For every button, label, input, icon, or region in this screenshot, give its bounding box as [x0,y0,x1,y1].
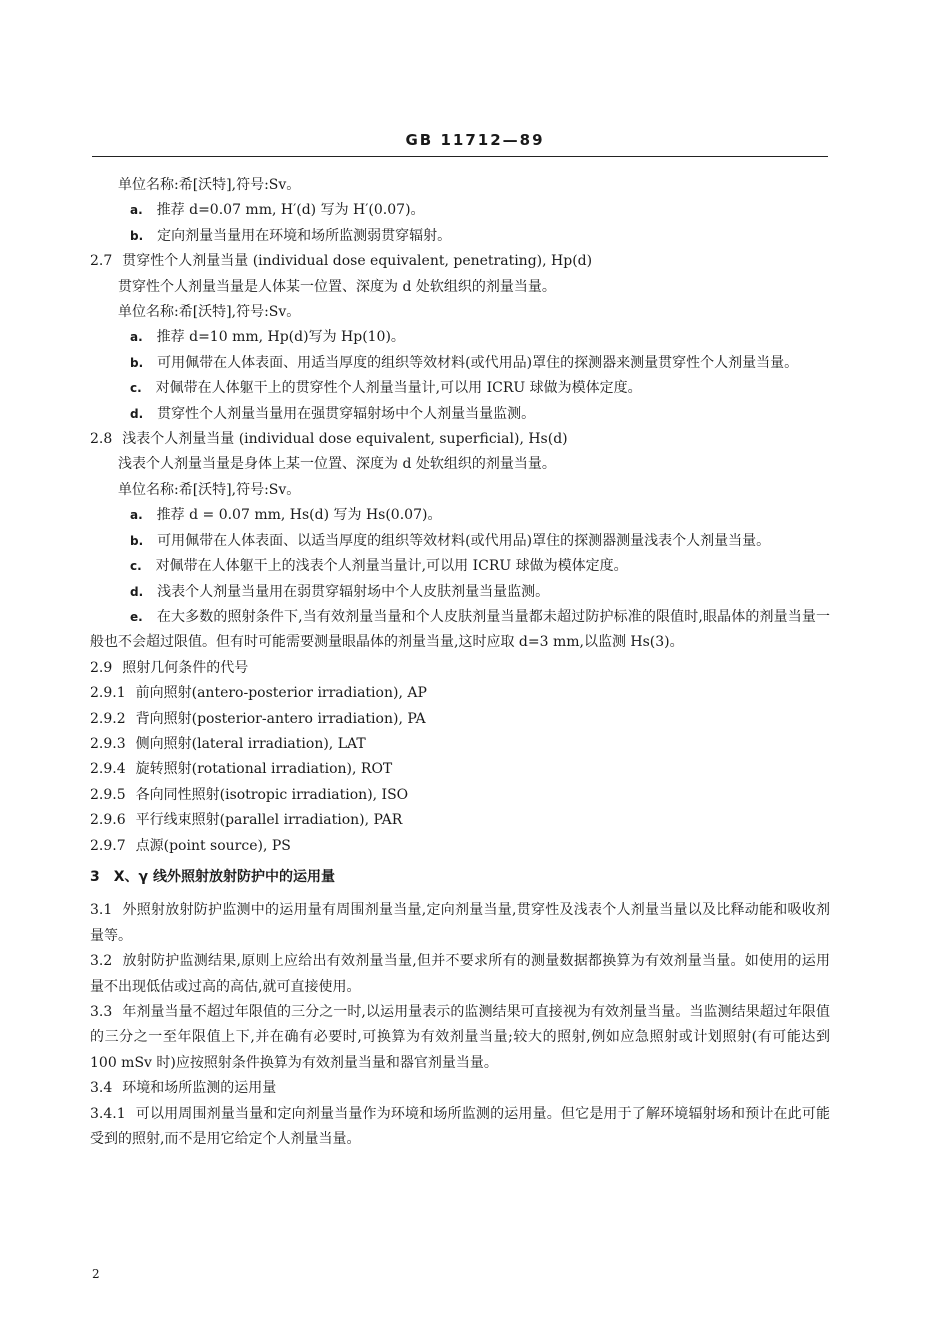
clause-2-9-7: 2.9.7 点源(point source), PS [90,837,291,854]
text-line: 贯穿性个人剂量当量是人体某一位置、深度为 d 处软组织的剂量当量。 [118,278,556,295]
clause-2-9-6: 2.9.6 平行线束照射(parallel irradiation), PAR [90,812,403,829]
text-line: 单位名称:希[沃特],符号:Sv。 [118,481,301,498]
clause-2-9-2: 2.9.2 背向照射(posterior-antero irradiation), PA [90,710,426,727]
list-item-b: b. 可用佩带在人体表面、用适当厚度的组织等效材料(或代用品)罩住的探测器来测量贯穿性个人剂量当量。 [130,354,799,371]
page-number: 2 [92,1267,100,1281]
list-item-b: b. 定向剂量当量用在环境和场所监测弱贯穿辐射。 [130,227,452,244]
list-item-d: d. 浅表个人剂量当量用在弱贯穿辐射场中个人皮肤剂量当量监测。 [130,583,550,600]
list-item-c: c. 对佩带在人体躯干上的贯穿性个人剂量当量计,可以用 ICRU 球做为模体定度。 [130,380,642,397]
clause-3-4-1: 3.4.1 可以用周围剂量当量和定向剂量当量作为环境和场所监测的运用量。但它是用于了解环境辐射场和预计在此可能受到的照射,而不是用它给定个人剂量当量。 [90,1105,830,1148]
list-item-a: a. 推荐 d = 0.07 mm, Hs(d) 写为 Hs(0.07)。 [130,507,442,524]
document-body [90,173,830,1152]
clause-3-2: 3.2 放射防护监测结果,原则上应给出有效剂量当量,但并不要求所有的测量数据都换算为有效剂量当量。如使用的运用量不出现低估或过高的高估,就可直接使用。 [90,953,830,995]
list-item-d: d. 贯穿性个人剂量当量用在强贯穿辐射场中个人剂量当量监测。 [130,405,536,422]
clause-2-7: 2.7 贯穿性个人剂量当量 (individual dose equivalent, penetrating), Hp(d) [90,253,593,270]
clause-2-9-4: 2.9.4 旋转照射(rotational irradiation), ROT [90,761,393,778]
clause-3-4: 3.4 环境和场所监测的运用量 [90,1080,277,1097]
clause-2-8: 2.8 浅表个人剂量当量 (individual dose equivalent, superficial), Hs(d) [90,431,568,448]
clause-2-9-5: 2.9.5 各向同性照射(isotropic irradiation), ISO [90,786,409,803]
list-item-c: c. 对佩带在人体躯干上的浅表个人剂量当量计,可以用 ICRU 球做为模体定度。 [130,558,628,575]
text-line: 单位名称:希[沃特],符号:Sv。 [118,304,301,321]
clause-2-9: 2.9 照射几何条件的代号 [90,659,249,676]
clause-3-1: 3.1 外照射放射防护监测中的运用量有周围剂量当量,定向剂量当量,贯穿性及浅表个人剂量当量以及比释动能和吸收剂量等。 [90,902,830,944]
list-item-b: b. 可用佩带在人体表面、以适当厚度的组织等效材料(或代用品)罩住的探测器测量浅表个人剂量当量。 [130,532,771,549]
list-item-a: a. 推荐 d=0.07 mm, H′(d) 写为 H′(0.07)。 [130,202,425,219]
clause-2-9-3: 2.9.3 侧向照射(lateral irradiation), LAT [90,735,366,752]
list-item-a: a. 推荐 d=10 mm, Hp(d)写为 Hp(10)。 [130,329,405,346]
document-header: GB 11712—89 [405,131,545,149]
text-line: 浅表个人剂量当量是身体上某一位置、深度为 d 处软组织的剂量当量。 [118,456,556,473]
clause-3-3: 3.3 年剂量当量不超过年限值的三分之一时,以运用量表示的监测结果可直接视为有效剂量当量。当监测结果超过年限值的三分之一至年限值上下,并在确有必要时,可换算为有效剂量当量;较大的照射,例如应急照射或计划照射(有可能达到 100 mSv 时)应按照射条件换算为有效剂量当量和器官剂量当量。 [90,1004,830,1071]
clause-2-9-1: 2.9.1 前向照射(antero-posterior irradiation), AP [90,685,427,702]
list-item-e: e. 在大多数的照射条件下,当有效剂量当量和个人皮肤剂量当量都未超过防护标准的限值时,眼晶体的剂量当量一般也不会超过限值。但有时可能需要测量眼晶体的剂量当量,这时应取 d=3 mm,以监测 Hs(3)。 [90,608,830,651]
section-3-heading: 3 X、γ 线外照射放射防护中的运用量 [90,868,335,885]
header-rule [92,156,828,157]
text-line: 单位名称:希[沃特],符号:Sv。 [118,177,301,193]
